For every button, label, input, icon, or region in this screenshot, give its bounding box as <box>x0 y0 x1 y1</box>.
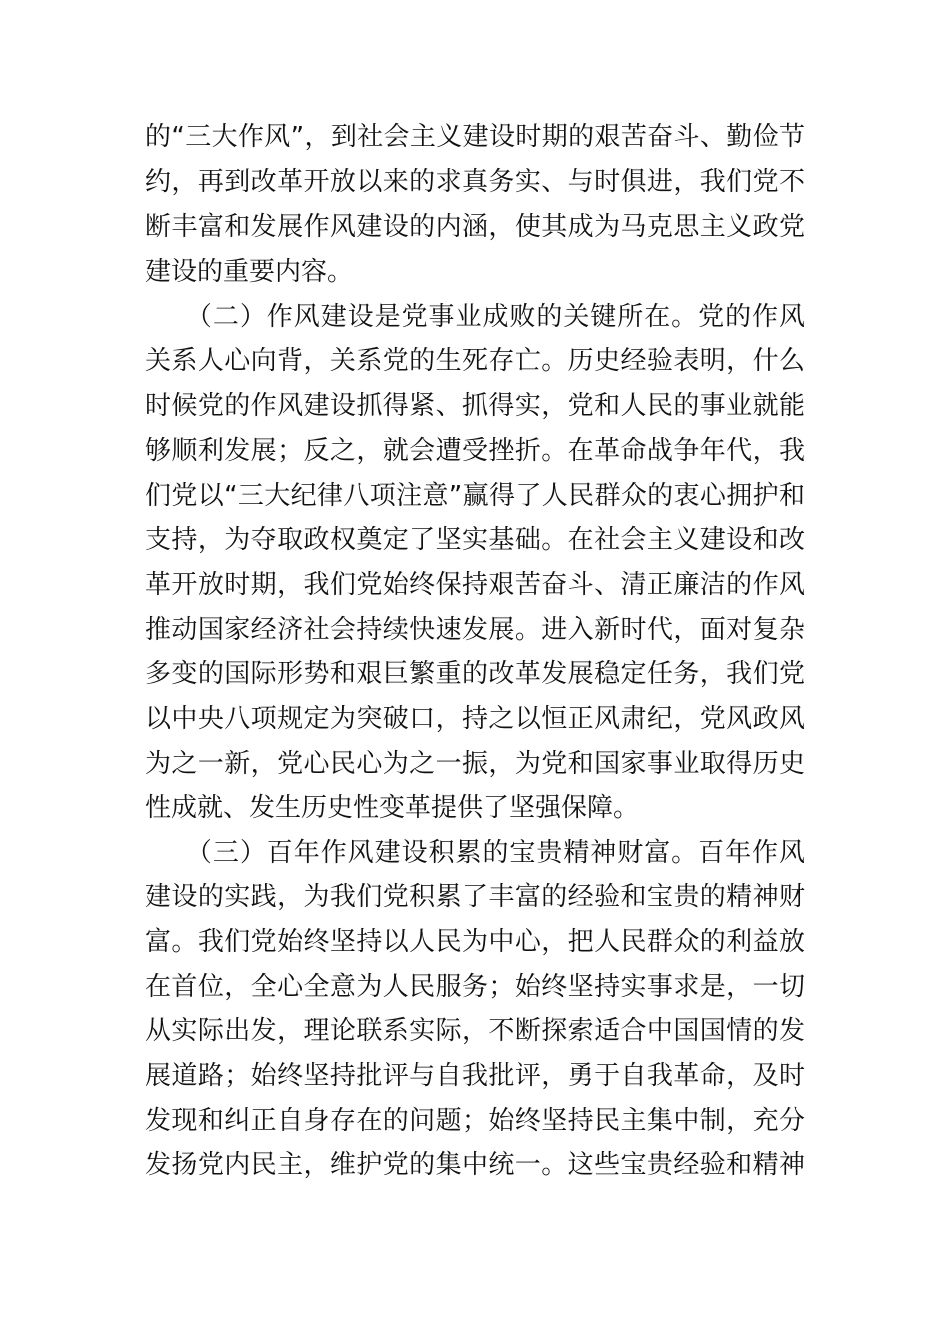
text-line: 建设的实践，为我们党积累了丰富的经验和宝贵的精神财 <box>145 882 805 912</box>
text-line: 关系人心向背，关系党的生死存亡。历史经验表明，什么 <box>145 346 805 376</box>
text-line: 革开放时期，我们党始终保持艰苦奋斗、清正廉洁的作风 <box>145 570 805 600</box>
text-line: 们党以“三大纪律八项注意”赢得了人民群众的衷心拥护和 <box>145 481 805 511</box>
text-line: 断丰富和发展作风建设的内涵，使其成为马克思主义政党 <box>145 212 805 242</box>
text-line: 从实际出发，理论联系实际，不断探索适合中国国情的发 <box>145 1016 805 1046</box>
text-line: 建设的重要内容。 <box>145 257 354 287</box>
text-line: 性成就、发生历史性变革提供了坚强保障。 <box>145 793 640 823</box>
text-line: 的“三大作风”，到社会主义建设时期的艰苦奋斗、勤俭节 <box>145 122 805 152</box>
section-heading-line: （三）百年作风建设积累的宝贵精神财富。百年作风 <box>145 838 805 868</box>
text-line: 约，再到改革开放以来的求真务实、与时俱进，我们党不 <box>145 167 805 197</box>
text-line: 在首位，全心全意为人民服务；始终坚持实事求是，一切 <box>145 972 805 1002</box>
text-line: 富。我们党始终坚持以人民为中心，把人民群众的利益放 <box>145 927 805 957</box>
text-line: 为之一新，党心民心为之一振，为党和国家事业取得历史 <box>145 749 805 779</box>
text-line: 以中央八项规定为突破口，持之以恒正风肃纪，党风政风 <box>145 704 805 734</box>
text-line: 多变的国际形势和艰巨繁重的改革发展稳定任务，我们党 <box>145 659 805 689</box>
text-line: 发现和纠正自身存在的问题；始终坚持民主集中制，充分 <box>145 1106 805 1136</box>
text-line: 时候党的作风建设抓得紧、抓得实，党和人民的事业就能 <box>145 391 805 421</box>
text-line: 展道路；始终坚持批评与自我批评，勇于自我革命，及时 <box>145 1061 805 1091</box>
text-line: 够顺利发展；反之，就会遭受挫折。在革命战争年代，我 <box>145 436 805 466</box>
text-line: 推动国家经济社会持续快速发展。进入新时代，面对复杂 <box>145 615 805 645</box>
section-heading-line: （二）作风建设是党事业成败的关键所在。党的作风 <box>145 302 805 332</box>
text-line: 支持，为夺取政权奠定了坚实基础。在社会主义建设和改 <box>145 525 805 555</box>
text-line: 发扬党内民主，维护党的集中统一。这些宝贵经验和精神 <box>145 1150 805 1180</box>
